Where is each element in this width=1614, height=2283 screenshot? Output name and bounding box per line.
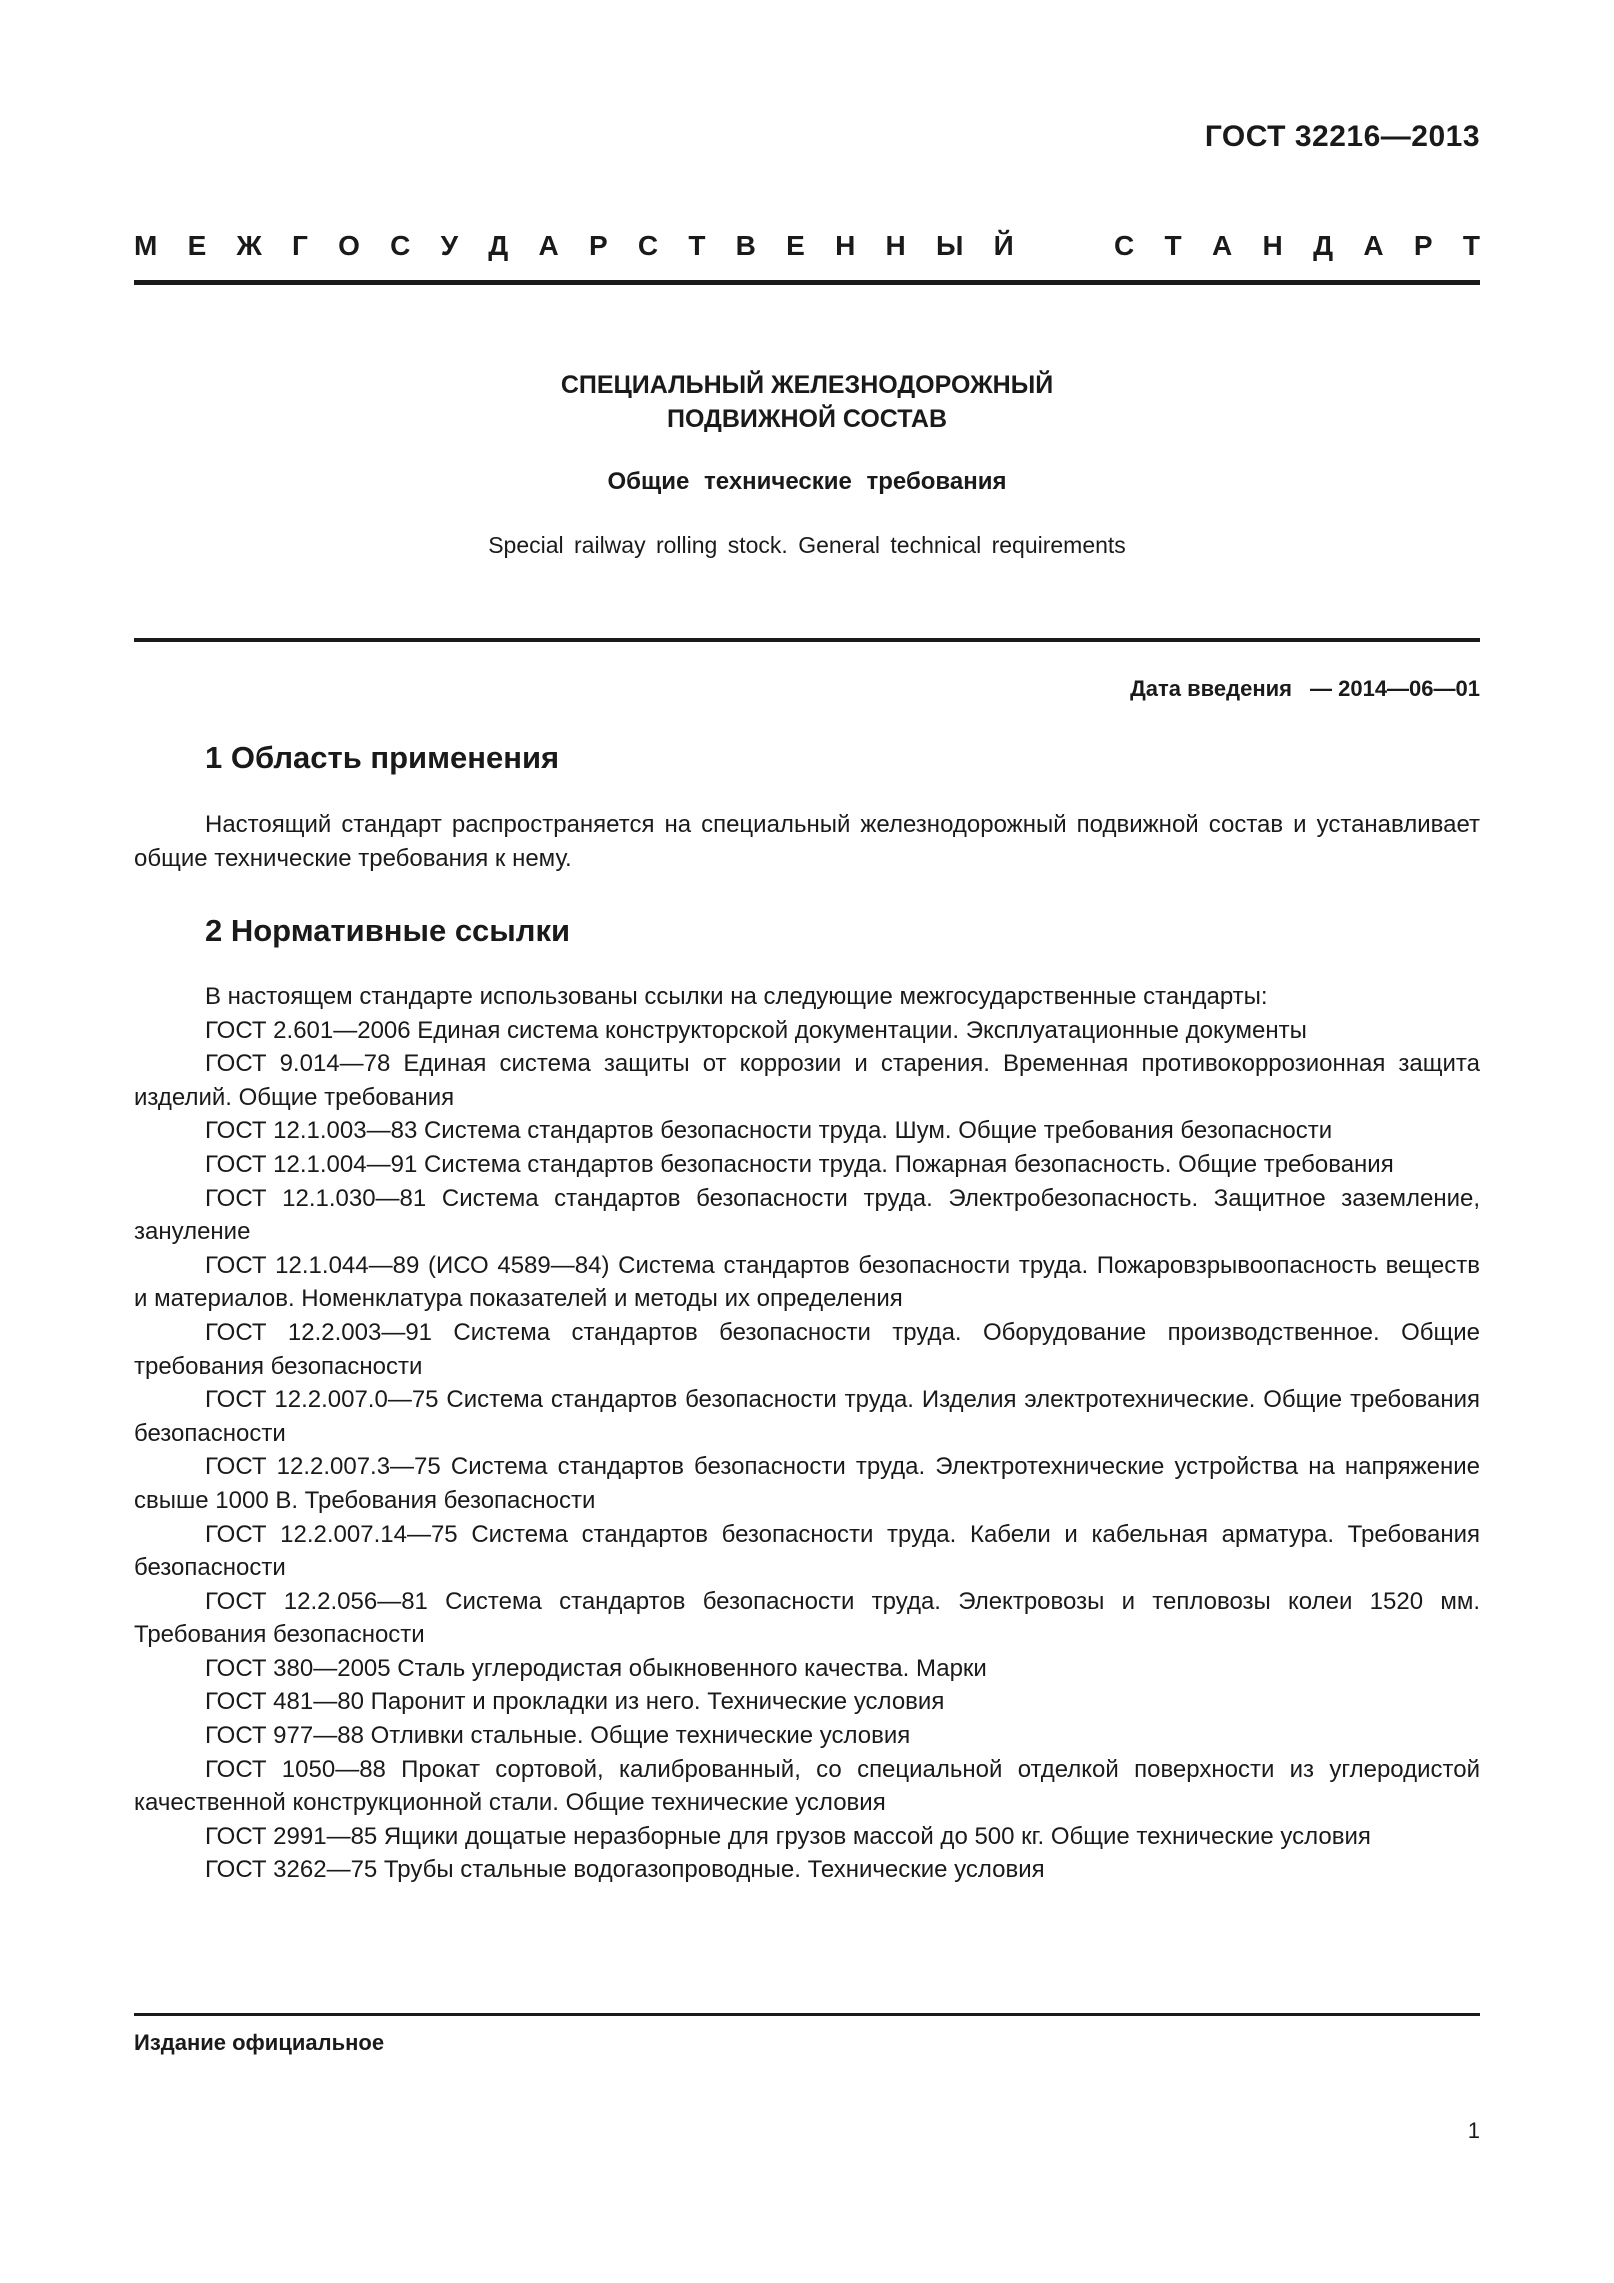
banner-letter: Ы (936, 230, 964, 261)
reference-entry: ГОСТ 12.2.056—81 Система стандартов безопасности труда. Электровозы и тепловозы колеи 1520 мм. Требования безопасности (134, 1587, 1480, 1649)
standard-type-word-interstate (134, 230, 1014, 262)
banner-letter: О (338, 230, 360, 261)
section-body-scope (134, 808, 1480, 875)
banner-letter: С (1114, 230, 1135, 261)
section-body-references (134, 980, 1480, 1887)
banner-letter: С (390, 230, 411, 261)
reference-entry: ГОСТ 2.601—2006 Единая система конструкторской документации. Эксплуатационные документы (205, 1016, 1307, 1044)
reference-entry: ГОСТ 2991—85 Ящики дощатые неразборные для грузов массой до 500 кг. Общие технические условия (205, 1822, 1371, 1850)
standard-type-banner (134, 230, 1480, 262)
banner-letter: Д (488, 230, 509, 261)
reference-entry: ГОСТ 12.1.004—91 Система стандартов безопасности труда. Пожарная безопасность. Общие требования (205, 1150, 1394, 1178)
reference-entry: ГОСТ 12.1.003—83 Система стандартов безопасности труда. Шум. Общие требования безопасности (205, 1117, 1333, 1145)
reference-entry: ГОСТ 12.1.030—81 Система стандартов безопасности труда. Электробезопасность. Защитное заземление, зануление (134, 1184, 1480, 1246)
reference-entry: ГОСТ 12.2.007.0—75 Система стандартов безопасности труда. Изделия электротехнические. Общие требования безопасности (134, 1386, 1480, 1447)
reference-entry: ГОСТ 12.2.007.14—75 Система стандартов безопасности труда. Кабели и кабельная арматура. Требования безопасности (134, 1520, 1480, 1582)
intro-date-label: Дата введения (1130, 676, 1292, 701)
section-heading-references: 2 Нормативные ссылки (205, 913, 571, 948)
intro-date-value: — 2014—06—01 (1310, 676, 1480, 701)
banner-letter: Р (588, 230, 608, 261)
banner-letter: А (538, 230, 559, 261)
banner-letter: Е (187, 230, 207, 261)
english-title: Special railway rolling stock. General technical requirements (488, 532, 1126, 558)
document-title (134, 368, 1480, 436)
banner-letter: Н (1262, 230, 1283, 261)
reference-entry: ГОСТ 380—2005 Сталь углеродистая обыкновенного качества. Марки (205, 1654, 987, 1682)
banner-letter: Й (993, 230, 1014, 261)
reference-entry: ГОСТ 12.2.007.3—75 Система стандартов безопасности труда. Электротехнические устройства на напряжение свыше 1000 В. Требования безопасности (134, 1453, 1480, 1514)
banner-letter: У (440, 230, 459, 261)
reference-entry: ГОСТ 1050—88 Прокат сортовой, калиброванный, со специальной отделкой поверхности из углеродистой качественной конструкционной стали. Общие технические условия (134, 1755, 1480, 1817)
banner-letter: М (134, 230, 158, 261)
title-rule (134, 638, 1480, 642)
banner-letter: Т (1164, 230, 1182, 261)
banner-letter: Т (688, 230, 706, 261)
banner-letter: А (1363, 230, 1384, 261)
banner-letter: С (637, 230, 659, 261)
section-heading-scope: 1 Область применения (205, 740, 560, 775)
banner-letter: Т (1462, 230, 1480, 261)
header-rule (134, 280, 1480, 285)
reference-entry: ГОСТ 481—80 Паронит и прокладки из него. Технические условия (205, 1688, 945, 1716)
reference-entry: ГОСТ 977—88 Отливки стальные. Общие технические условия (205, 1722, 911, 1750)
standard-type-word-standard (1114, 230, 1480, 262)
reference-entry: ГОСТ 9.014—78 Единая система защиты от коррозии и старения. Временная противокоррозионная защита изделий. Общие требования (134, 1050, 1480, 1111)
footer-rule (134, 2013, 1480, 2016)
reference-entry: В настоящем стандарте использованы ссылки на следующие межгосударственные стандарты: (205, 983, 1268, 1010)
banner-letter: Е (786, 230, 805, 261)
scope-paragraph: Настоящий стандарт распространяется на специальный железнодорожный подвижной состав и устанавливает общие технические требования к нему. (134, 811, 1480, 872)
banner-letter: Д (1313, 230, 1334, 261)
document-code: ГОСТ 32216—2013 (1204, 120, 1480, 153)
introduction-date (1130, 676, 1480, 702)
reference-entry: ГОСТ 3262—75 Трубы стальные водогазопроводные. Технические условия (205, 1856, 1045, 1884)
title-line-1: СПЕЦИАЛЬНЫЙ ЖЕЛЕЗНОДОРОЖНЫЙ (560, 371, 1054, 399)
banner-letter: В (735, 230, 756, 261)
page-number: 1 (1467, 2118, 1480, 2143)
title-line-2: ПОДВИЖНОЙ СОСТАВ (666, 405, 948, 433)
official-edition-note: Издание официальное (134, 2030, 385, 2055)
banner-letter: Н (885, 230, 906, 261)
banner-letter: Г (292, 230, 308, 261)
banner-letter: Р (1413, 230, 1433, 261)
banner-letter: Ж (236, 230, 262, 261)
reference-entry: ГОСТ 12.2.003—91 Система стандартов безопасности труда. Оборудование производственное. Общие требования безопасности (134, 1318, 1480, 1380)
document-subtitle: Общие технические требования (607, 468, 1007, 495)
reference-entry: ГОСТ 12.1.044—89 (ИСО 4589—84) Система стандартов безопасности труда. Пожаровзрывоопасность веществ и материалов. Номенклатура показателей и методы их определения (134, 1251, 1480, 1313)
banner-letter: А (1211, 230, 1233, 261)
banner-letter: Н (835, 230, 856, 261)
